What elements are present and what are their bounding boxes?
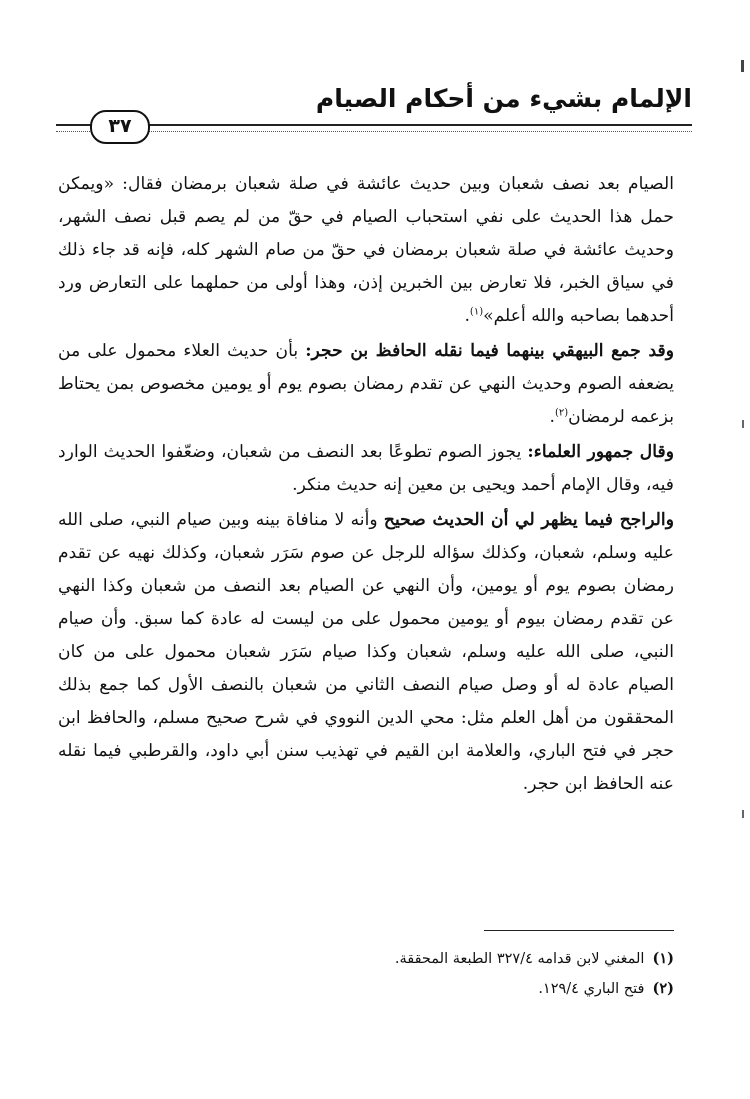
running-header [56,84,692,137]
footnote-1-text: المغني لابن قدامه ٣٢٧/٤ الطبعة المحققة. [394,951,645,967]
paragraph-1-text: الصيام بعد نصف شعبان وبين حديث عائشة في صلة شعبان برمضان فقال: «ويمكن حمل هذا الحديث على نفي استحباب الصيام في حقّ من لم يصم قبل نصف الشهر، وحديث عائشة في صلة شعبان برمضان في حقّ من صام الشهر كله، فإنه قد جاء ذلك في سياق الخبر، فلا تعارض بين الخبرين إذن، وهذا أولى من حملهما على التعارض ورد أحدهما بصاحبه والله أعلم» [58,174,674,326]
paragraph-4 [58,504,674,801]
footnote-1-number: (١) [652,950,674,967]
header-rule [56,124,692,132]
edge-mark [742,810,744,818]
edge-mark [742,420,744,428]
paragraph-4-lead: والراجح فيما يظهر لي أن الحديث صحيح [383,510,674,530]
footnote-separator [484,930,674,931]
footnote-ref-2: (٢) [554,407,569,419]
paragraph-2 [58,335,674,434]
footnote-2 [58,974,674,1004]
paragraph-2-end: . [549,407,555,427]
paragraph-1 [58,168,674,333]
footnotes [58,944,674,1004]
footnote-ref-1: (١) [469,306,484,318]
footnote-2-text: فتح الباري ١٢٩/٤. [538,981,645,997]
paragraph-3-text: يجوز الصوم تطوعًا بعد النصف من شعبان، وضعّفوا الحديث الوارد فيه، وقال الإمام أحمد ويحيى بن معين إنه حديث منكر. [58,442,674,495]
footnote-2-number: (٢) [652,980,674,997]
paragraph-3 [58,436,674,502]
header-title: الإلمام بشيء من أحكام الصيام [315,84,692,113]
paragraph-4-text: وأنه لا منافاة بينه وبين صيام النبي، صلى الله عليه وسلم، شعبان، وكذلك سؤاله للرجل عن صوم سَرَر شعبان، وكذلك نهيه عن تقدم رمضان بصوم يوم أو يومين، وأن النهي عن الصيام بعد النصف من شعبان وكذا النهي عن تقدم رمضان بيوم أو يومين محمول على من ليست له عادة كما سبق. وأن صيام النبي، صلى الله عليه وسلم، شعبان وكذا صيام سَرَر شعبان محمول على من كان الصيام عادة له أو وصل صيام النصف الثاني من شعبان بالنصف الأول كما جمع بذلك المحققون من أهل العلم مثل: محي الدين النووي في شرح صحيح مسلم، والحافظ ابن حجر في فتح الباري، والعلامة ابن القيم في تهذيب سنن أبي داود، والقرطبي فيما نقله عنه الحافظ ابن حجر. [58,510,674,794]
body-text [58,168,674,801]
paragraph-2-text: بأن حديث العلاء محمول على من يضعفه الصوم وحديث النهي عن تقدم رمضان بصوم يوم أو يومين مخصوص بمن يحتاط بزعمه لرمضان [58,341,674,427]
paragraph-2-lead: وقد جمع البيهقي بينهما فيما نقله الحافظ بن حجر: [305,341,674,361]
paragraph-3-lead: وقال جمهور العلماء: [527,442,674,462]
paragraph-1-end: . [464,306,470,326]
edge-mark [741,60,744,72]
page-number-badge: ٣٧ [90,110,150,144]
footnote-1 [58,944,674,974]
